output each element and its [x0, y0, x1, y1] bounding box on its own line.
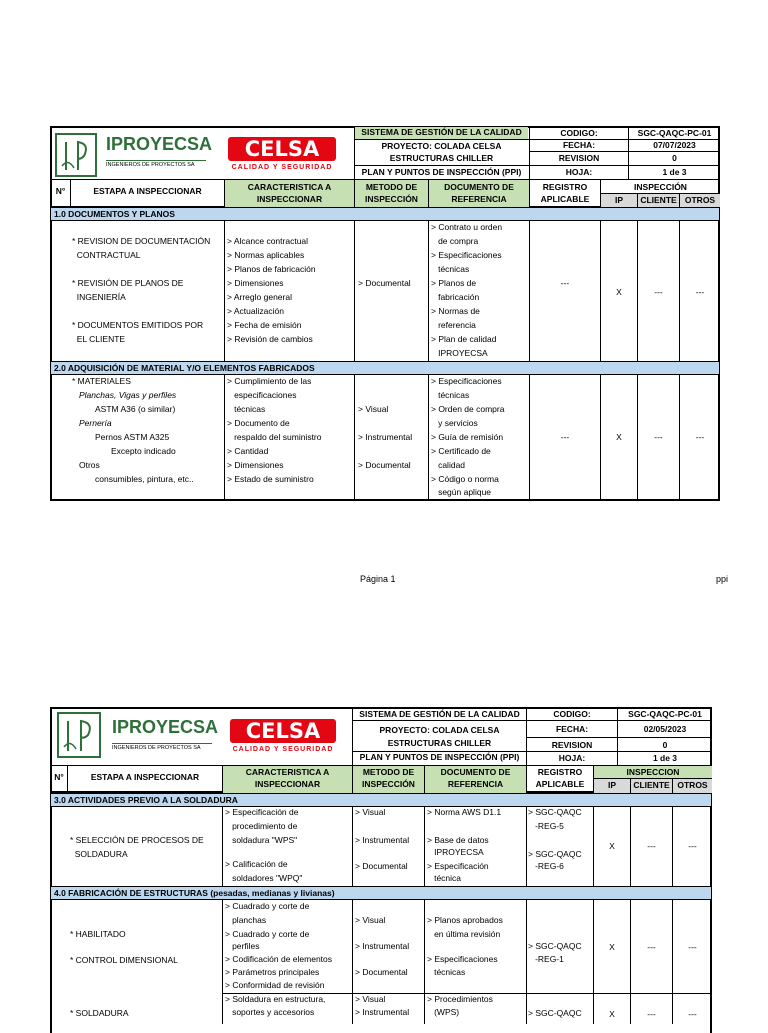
fecha-label: FECHA:: [562, 140, 596, 150]
celsa-logo-2: CELSA: [230, 719, 336, 743]
fecha-value: 07/07/2023: [653, 140, 696, 150]
iproyecsa-logo-subtitle: INGENIEROS DE PROYECTOS SA: [106, 160, 206, 168]
caract-line: > Codificación de elementos: [225, 954, 333, 964]
caract-line: > Dimensiones: [227, 460, 284, 470]
doc-line: (WPS): [427, 1007, 460, 1017]
col-documento-2-1: DOCUMENTO DE: [440, 767, 511, 777]
etapa-line: Otros: [79, 460, 100, 470]
caract-line: > Normas aplicables: [227, 250, 305, 260]
caract-line: perfiles: [225, 941, 260, 951]
caract-line: > Fecha de emisión: [227, 320, 302, 330]
caract-line: > Cuadrado y corte de: [225, 901, 310, 911]
caract-line: respaldo del suministro: [227, 432, 322, 442]
celsa-logo-subtitle-2: CALIDAD Y SEGURIDAD: [232, 746, 334, 753]
col-metodo-2-2: INSPECCIÓN: [362, 779, 415, 789]
caract-line: > Parámetros principales: [225, 967, 320, 977]
revision-label: REVISION: [558, 153, 600, 163]
doc-line: técnica: [427, 873, 462, 883]
section-2-title: 2.0 ADQUISICIÓN DE MATERIAL Y/O ELEMENTOS FABRICADOS: [51, 361, 719, 375]
metodo-line: > Instrumental: [355, 835, 410, 845]
caract-line: > Soldadura en estructura,: [225, 994, 326, 1004]
etapa-line: * REVISIÓN DE PLANOS DE: [72, 278, 184, 288]
section-2-ip: X: [616, 432, 622, 442]
doc-line: > Certificado de: [431, 446, 491, 456]
col-registro-2: APLICABLE: [540, 194, 590, 204]
col-documento-1: DOCUMENTO DE: [444, 182, 514, 192]
col-otros: OTROS: [684, 195, 716, 205]
section-5-otros: ---: [688, 1009, 697, 1019]
doc-line: técnicas: [431, 264, 470, 274]
hoja-value-2: 1 de 3: [652, 753, 678, 763]
doc-line: > Plan de calidad: [431, 334, 497, 344]
etapa-line: * SELECCIÓN DE PROCESOS DE: [70, 835, 204, 845]
caract-line: > Actualización: [227, 306, 284, 316]
col-metodo-1: METODO DE: [365, 182, 418, 192]
section-1-title: 1.0 DOCUMENTOS Y PLANOS: [51, 207, 719, 221]
codigo-label-2: CODIGO:: [553, 709, 591, 719]
codigo-value-2: SGC-QAQC-PC-01: [628, 709, 702, 719]
metodo-line: > Instrumental: [358, 432, 413, 442]
col-etapa: ESTAPA A INSPECCIONAR: [93, 186, 202, 196]
section-1-metodo: > Documental: [358, 278, 411, 288]
doc-line: > Norma AWS D1.1: [427, 807, 502, 817]
caract-line: > Estado de suministro: [227, 474, 314, 484]
metodo-line: > Visual: [355, 994, 386, 1004]
project-line-2-2: ESTRUCTURAS CHILLER: [387, 738, 492, 748]
metodo-line: > Visual: [355, 915, 386, 925]
caract-line: > Arreglo general: [227, 292, 292, 302]
caract-line: > Documento de: [227, 418, 290, 428]
caract-line: > Especificación de: [225, 807, 299, 817]
section-4-ip: X: [609, 942, 615, 952]
iproyecsa-logo-icon: [56, 711, 102, 759]
etapa-line: * CONTROL DIMENSIONAL: [70, 955, 178, 965]
doc-line: > Procedimientos: [427, 994, 493, 1004]
doc-line: y servicios: [431, 418, 478, 428]
metodo-line: > Documental: [355, 967, 408, 977]
iproyecsa-logo-2: [56, 711, 219, 761]
col-metodo-2-1: METODO DE: [362, 767, 415, 777]
section-4-title: 4.0 FABRICACIÓN DE ESTRUCTURAS (pesadas, medianas y livianas): [51, 886, 711, 900]
section-4-otros: ---: [688, 942, 697, 952]
caract-line: > Alcance contractual: [227, 236, 309, 246]
col-metodo-2: INSPECCIÓN: [365, 194, 418, 204]
project-line-2: ESTRUCTURAS CHILLER: [389, 153, 494, 163]
col-caract-2: INSPECCIONAR: [256, 194, 323, 204]
etapa-line: * MATERIALES: [72, 376, 131, 386]
hoja-label-2: HOJA:: [558, 753, 586, 763]
etapa-line: CONTRACTUAL: [72, 250, 141, 260]
caract-line: soldadores "WPQ": [225, 873, 303, 883]
doc-line: > Normas de: [431, 306, 480, 316]
iproyecsa-logo-name: IPROYECSA: [112, 717, 219, 737]
doc-line: > Especificaciones: [431, 250, 502, 260]
caract-line: especificaciones: [227, 390, 297, 400]
caract-line: > Planos de fabricación: [227, 264, 316, 274]
etapa-line: consumibles, pintura, etc..: [95, 474, 194, 484]
col-registro-2-1: REGISTRO: [537, 767, 583, 777]
metodo-line: > Documental: [358, 460, 411, 470]
etapa-line: * DOCUMENTOS EMITIDOS POR: [72, 320, 204, 330]
col-caract-2-2: INSPECCIONAR: [254, 779, 321, 789]
caract-line: procedimiento de: [225, 821, 298, 831]
section-3-ip: X: [609, 841, 615, 851]
plan-title-2: PLAN Y PUNTOS DE INSPECCIÓN (PPI): [359, 752, 520, 762]
doc-line: > Especificaciones: [427, 954, 498, 964]
registro-line: -REG-6: [528, 861, 564, 871]
caract-line: > Dimensiones: [227, 278, 284, 288]
revision-label-2: REVISION: [551, 740, 593, 750]
section-2-registro: ---: [560, 432, 570, 442]
section-1-registro: ---: [560, 278, 570, 288]
registro-line: -REG-1: [528, 954, 564, 964]
section-3-otros: ---: [688, 841, 697, 851]
plan-title: PLAN Y PUNTOS DE INSPECCIÓN (PPI): [361, 167, 522, 177]
fecha-value-2: 02/05/2023: [643, 724, 687, 734]
doc-line: > Especificación: [427, 861, 489, 871]
registro-line: > SGC-QAQC: [528, 807, 582, 817]
doc-line: según aplique: [431, 487, 492, 497]
caract-line: planchas: [225, 915, 267, 925]
etapa-line: ASTM A36 (o similar): [95, 404, 176, 414]
iproyecsa-logo-name: IPROYECSA: [106, 134, 213, 154]
col-caract-1: CARACTERISTICA A: [247, 182, 332, 192]
doc-line: > Especificaciones: [431, 376, 502, 386]
registro-line: > SGC-QAQC: [528, 941, 582, 951]
col-n-2: N°: [54, 772, 64, 782]
caract-line: técnicas: [227, 404, 266, 414]
section-2-otros: ---: [695, 432, 705, 442]
doc-line: > Código o norma: [431, 474, 499, 484]
col-cliente-2: CLIENTE: [633, 780, 670, 790]
col-inspeccion-2: INSPECCION: [626, 767, 680, 777]
doc-line: de compra: [431, 236, 479, 246]
col-ip: IP: [614, 195, 624, 205]
project-line-1-2: PROYECTO: COLADA CELSA: [379, 725, 500, 735]
section-4-cliente: ---: [647, 942, 656, 952]
section-1-otros: ---: [695, 287, 705, 297]
col-caract-2-1: CARACTERISTICA A: [245, 767, 330, 777]
doc-line: > Guía de remisión: [431, 432, 504, 442]
codigo-value: SGC-QAQC-PC-01: [637, 128, 712, 138]
col-ip-2: IP: [607, 780, 617, 790]
doc-line: IPROYECSA: [431, 348, 488, 358]
sheet-tag: ppi: [716, 574, 729, 584]
doc-line: > Base de datos: [427, 835, 489, 845]
fecha-label-2: FECHA:: [555, 724, 589, 734]
etapa-line: * REVISION DE DOCUMENTACIÓN: [72, 236, 211, 246]
hoja-label: HOJA:: [565, 167, 593, 177]
registro-line: > SGC-QAQC: [528, 849, 582, 859]
caract-line: > Calificación de: [225, 859, 288, 869]
page-number: Página 1: [360, 574, 396, 584]
doc-line: calidad: [431, 460, 466, 470]
col-etapa-2: ESTAPA A INSPECCIONAR: [90, 772, 200, 782]
etapa-line: INGENIERÍA: [72, 292, 126, 302]
system-title: SISTEMA DE GESTIÓN DE LA CALIDAD: [355, 127, 528, 139]
section-5-registro: > SGC-QAQC: [528, 1008, 582, 1018]
caract-line: > Cumplimiento de las: [227, 376, 312, 386]
section-3-cliente: ---: [647, 841, 656, 851]
celsa-logo-subtitle: CALIDAD Y SEGURIDAD: [231, 164, 333, 171]
metodo-line: > Instrumental: [355, 1007, 410, 1017]
doc-line: en última revisión: [427, 929, 501, 939]
revision-value-2: 0: [662, 740, 668, 750]
col-inspeccion: INSPECCIÓN: [634, 182, 687, 192]
iproyecsa-logo-subtitle: INGENIEROS DE PROYECTOS SA: [112, 743, 212, 751]
etapa-line: EL CLIENTE: [72, 334, 126, 344]
iproyecsa-logo: [54, 130, 213, 180]
etapa-line: * HABILITADO: [70, 929, 126, 939]
iproyecsa-logo-icon: [54, 132, 98, 178]
doc-line: técnicas: [427, 967, 466, 977]
caract-line: > Conformidad de revisión: [225, 980, 325, 990]
col-registro-2-2: APLICABLE: [535, 779, 585, 789]
doc-line: IPROYECSA: [427, 847, 484, 857]
caract-line: > Cantidad: [227, 446, 269, 456]
section-5-ip: X: [609, 1009, 615, 1019]
doc-line: > Planos aprobados: [427, 915, 503, 925]
doc-line: fabricación: [431, 292, 480, 302]
col-otros-2: OTROS: [677, 780, 708, 790]
metodo-line: > Visual: [355, 807, 386, 817]
col-documento-2-2: REFERENCIA: [447, 779, 504, 789]
celsa-logo: CELSA: [228, 137, 336, 161]
section-3-title: 3.0 ACTIVIDADES PREVIO A LA SOLDADURA: [51, 793, 711, 807]
metodo-line: > Instrumental: [355, 941, 410, 951]
caract-line: > Revisión de cambios: [227, 334, 313, 344]
etapa-line: Planchas, Vigas y perfiles: [79, 390, 177, 400]
doc-line: referencia: [431, 320, 476, 330]
registro-line: -REG-5: [528, 821, 564, 831]
doc-line: > Contrato u orden: [431, 222, 503, 232]
section-1-ip: X: [616, 287, 622, 297]
caract-line: > Cuadrado y corte de: [225, 929, 310, 939]
section-2-cliente: ---: [654, 432, 663, 442]
system-title-2: SISTEMA DE GESTIÓN DE LA CALIDAD: [359, 709, 520, 719]
col-registro-1: REGISTRO: [542, 182, 588, 192]
codigo-label: CODIGO:: [560, 128, 598, 138]
section-1-cliente: ---: [654, 287, 663, 297]
etapa-line: Excepto indicado: [111, 446, 176, 456]
section-5-cliente: ---: [647, 1009, 656, 1019]
section-5-etapa: * SOLDADURA: [70, 1008, 129, 1018]
col-documento-2: REFERENCIA: [451, 194, 507, 204]
caract-line: soldadura "WPS": [225, 835, 298, 845]
revision-value: 0: [672, 153, 677, 163]
etapa-line: SOLDADURA: [70, 849, 128, 859]
doc-line: > Orden de compra: [431, 404, 505, 414]
doc-line: técnicas: [431, 390, 470, 400]
col-cliente: CLIENTE: [640, 195, 677, 205]
caract-line: soportes y accesorios: [225, 1007, 315, 1017]
project-line-1: PROYECTO: COLADA CELSA: [381, 141, 502, 151]
hoja-value: 1 de 3: [662, 167, 687, 177]
etapa-line: Pernería: [79, 418, 112, 428]
metodo-line: > Visual: [358, 404, 389, 414]
col-n: N°: [55, 186, 66, 196]
etapa-line: Pernos ASTM A325: [95, 432, 170, 442]
metodo-line: > Documental: [355, 861, 408, 871]
doc-line: > Planos de: [431, 278, 477, 288]
